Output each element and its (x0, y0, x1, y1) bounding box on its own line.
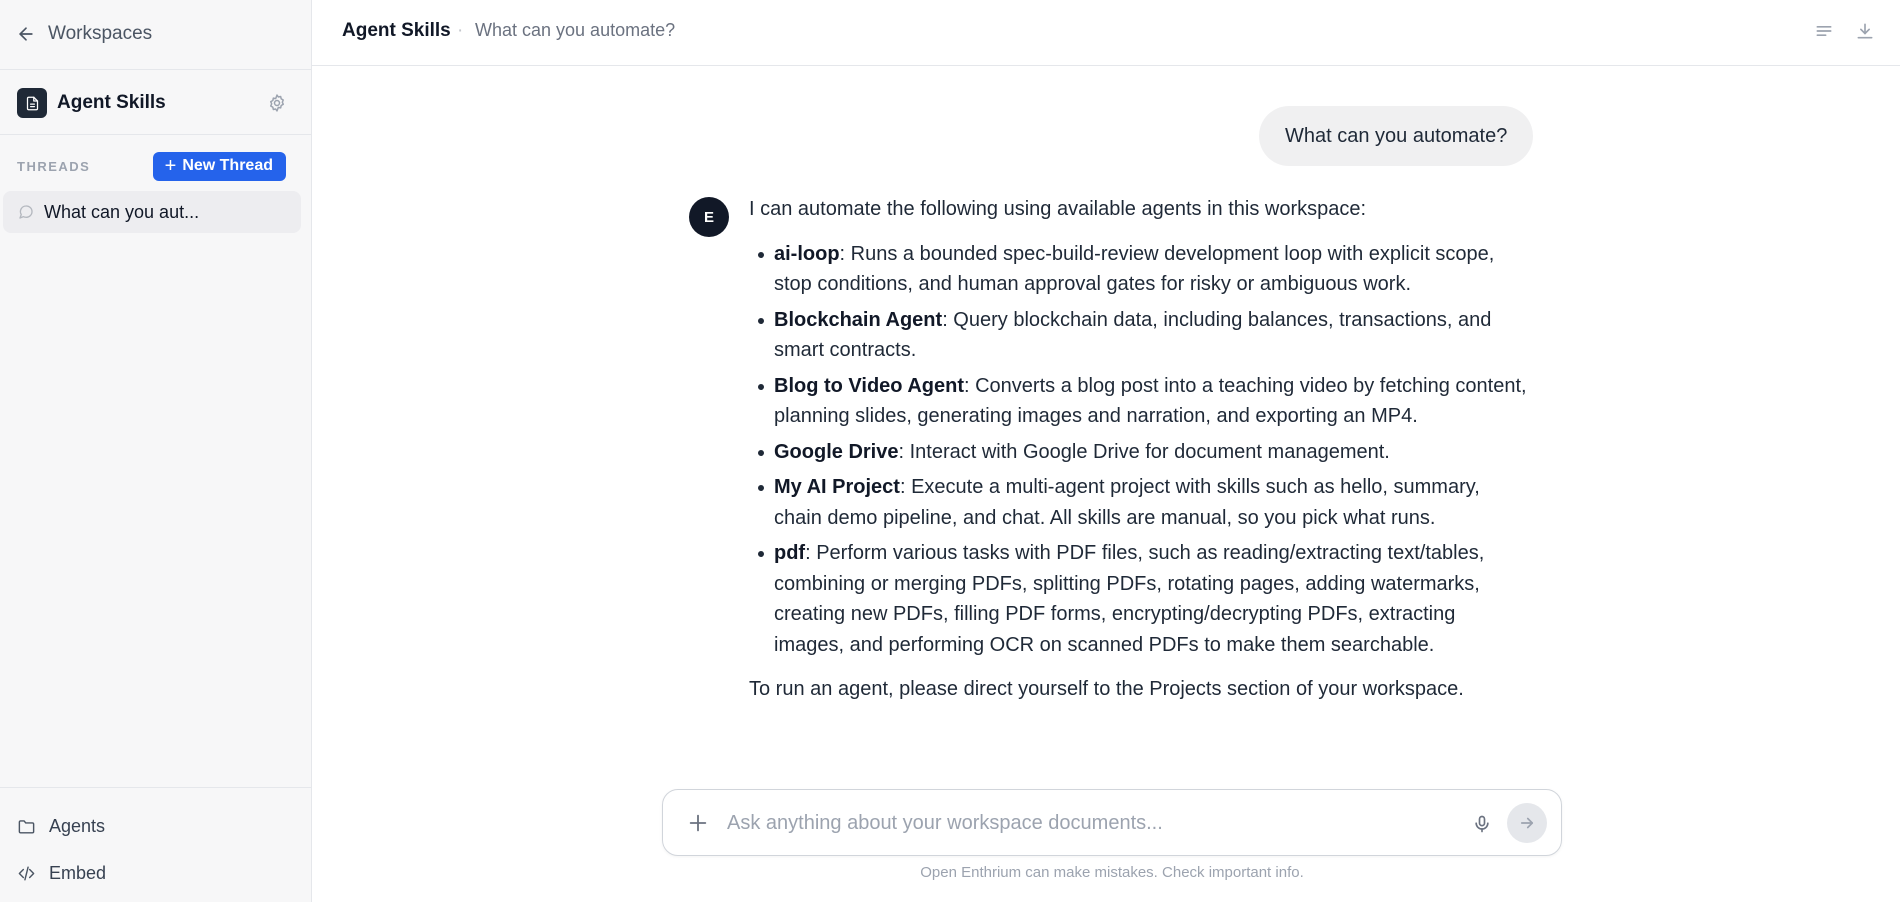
agent-description: : Perform various tasks with PDF files, such as reading/extracting text/tables, combining or merging PDFs, splitting PDFs, rotating pages, adding watermarks, creating new PDFs, filling PDF forms, encrypting/decrypting PDFs, extracting images, and performing OCR on scanned PDFs to make them searchable. (774, 542, 1485, 656)
sidebar-item-label: Agents (49, 815, 106, 836)
folder-icon (17, 817, 36, 836)
message-input[interactable] (727, 808, 1447, 838)
agent-name: Blog to Video Agent (774, 374, 964, 397)
list-item (774, 472, 1529, 533)
divider (0, 69, 312, 70)
title-separator: · (457, 20, 464, 41)
disclaimer-text: Open Enthrium can make mistakes. Check important info. (920, 864, 1304, 881)
agent-description: : Converts a blog post into a teaching video by fetching content, planning slides, generating images and narration, and exporting an MP4. (774, 374, 1527, 427)
user-message-bubble (1259, 106, 1533, 166)
message-composer (662, 789, 1562, 856)
agent-name: Google Drive (774, 440, 899, 463)
list-item (774, 437, 1529, 468)
new-thread-label: New Thread (182, 157, 273, 174)
arrow-left-icon (16, 24, 36, 44)
thread-title: What can you aut... (44, 201, 200, 222)
back-to-workspaces-link[interactable] (16, 20, 152, 48)
microphone-icon[interactable] (1472, 814, 1492, 834)
agent-name: pdf (774, 542, 806, 564)
top-bar (312, 0, 1900, 66)
plus-icon[interactable] (687, 812, 709, 834)
workspace-name: Agent Skills (57, 92, 166, 113)
assistant-outro: To run an agent, please direct yourself to the Projects section of your workspace. (749, 678, 1464, 700)
list-icon[interactable] (1814, 21, 1834, 41)
threads-header (17, 151, 286, 181)
sidebar-item-agents[interactable] (17, 811, 105, 841)
thread-item[interactable] (3, 191, 301, 233)
agent-name: ai-loop (774, 242, 840, 265)
assistant-message (749, 194, 1529, 705)
assistant-avatar: E (689, 197, 729, 237)
agent-name: Blockchain Agent (774, 308, 943, 331)
list-item (774, 371, 1529, 432)
agent-description: : Execute a multi-agent project with skills such as hello, summary, chain demo pipeline, and chat. All skills are manual, so you pick what runs. (774, 476, 1480, 529)
sidebar (0, 0, 312, 902)
agent-description: : Runs a bounded spec-build-review development loop with explicit scope, stop conditions, and human approval gates for risky or ambiguous work. (774, 242, 1495, 295)
agent-description: : Interact with Google Drive for document management. (898, 440, 1390, 463)
send-button[interactable] (1507, 803, 1547, 843)
list-item (774, 239, 1529, 300)
sidebar-item-label: Embed (49, 862, 107, 883)
download-icon[interactable] (1855, 21, 1875, 41)
assistant-intro: I can automate the following using available agents in this workspace: (749, 198, 1367, 220)
code-icon (17, 864, 36, 883)
threads-label: THREADS (17, 158, 91, 174)
new-thread-button[interactable] (153, 152, 286, 181)
user-message-text: What can you automate? (1285, 124, 1508, 147)
agent-list (749, 239, 1529, 661)
plus-icon: + (164, 155, 177, 177)
gear-icon[interactable] (267, 93, 287, 113)
sidebar-item-embed[interactable] (17, 858, 106, 888)
divider (0, 134, 312, 135)
divider (0, 787, 312, 788)
thread-subtitle: What can you automate? (475, 20, 676, 40)
chat-bubble-icon (18, 204, 34, 220)
list-item (774, 305, 1529, 366)
arrow-right-icon (1518, 814, 1536, 832)
list-item (774, 538, 1529, 660)
agent-description: : Query blockchain data, including balances, transactions, and smart contracts. (774, 308, 1492, 361)
page-title: Agent Skills (342, 20, 451, 41)
back-label: Workspaces (48, 23, 153, 44)
agent-name: My AI Project (774, 476, 900, 498)
workspace-header (17, 87, 287, 119)
document-icon (17, 88, 47, 118)
